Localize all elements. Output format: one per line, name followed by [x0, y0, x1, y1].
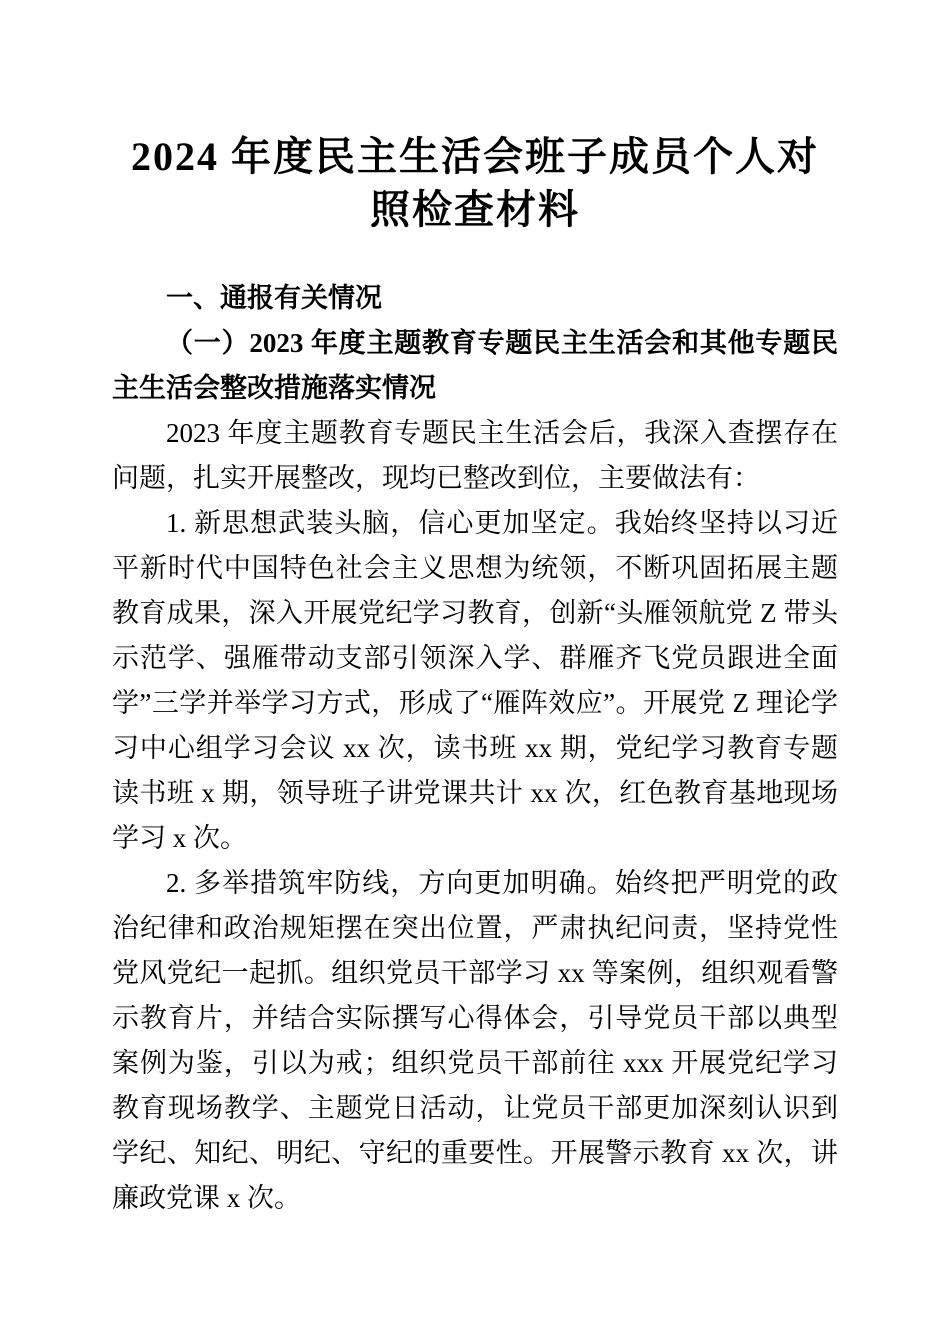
paragraph-intro: 2023 年度主题教育专题民主生活会后，我深入查摆存在问题，扎实开展整改，现均已整改到位，主要做法有： — [112, 418, 838, 493]
document-title: 2024 年度民主生活会班子成员个人对照检查材料 — [131, 134, 819, 232]
paragraph-point-1: 1. 新思想武装头脑，信心更加坚定。我始终坚持以习近平新时代中国特色社会主义思想为统领，不断巩固拓展主题教育成果，深入开展党纪学习教育，创新“头雁领航党 Z 带头示范学、强雁带动支部引领深入学、群雁齐飞党员跟进全面学”三学并举学习方式，形成了“雁阵效应”。开展党 Z 理论学习中心组学习会议 xx 次，读书班 xx 期，党纪学习教育专题读书班 x 期，领导班子讲党课共计 xx 次，红色教育基地现场学习 x 次。 — [112, 508, 838, 853]
section-heading: 一、通报有关情况 — [166, 283, 382, 313]
document-content — [112, 130, 838, 1221]
paragraph-point-2: 2. 多举措筑牢防线，方向更加明确。始终把严明党的政治纪律和政治规矩摆在突出位置，严肃执纪问责，坚持党性党风党纪一起抓。组织党员干部学习 xx 等案例，组织观看警示教育片，并结合实际撰写心得体会，引导党员干部以典型案例为鉴，引以为戒；组织党员干部前往 xxx 开展党纪学习教育现场教学、主题党日活动，让党员干部更加深刻认识到学纪、知纪、明纪、守纪的重要性。开展警示教育 xx 次，讲廉政党课 x 次。 — [112, 868, 838, 1213]
subsection-heading: （一）2023 年度主题教育专题民主生活会和其他专题民主生活会整改措施落实情况 — [112, 328, 838, 403]
